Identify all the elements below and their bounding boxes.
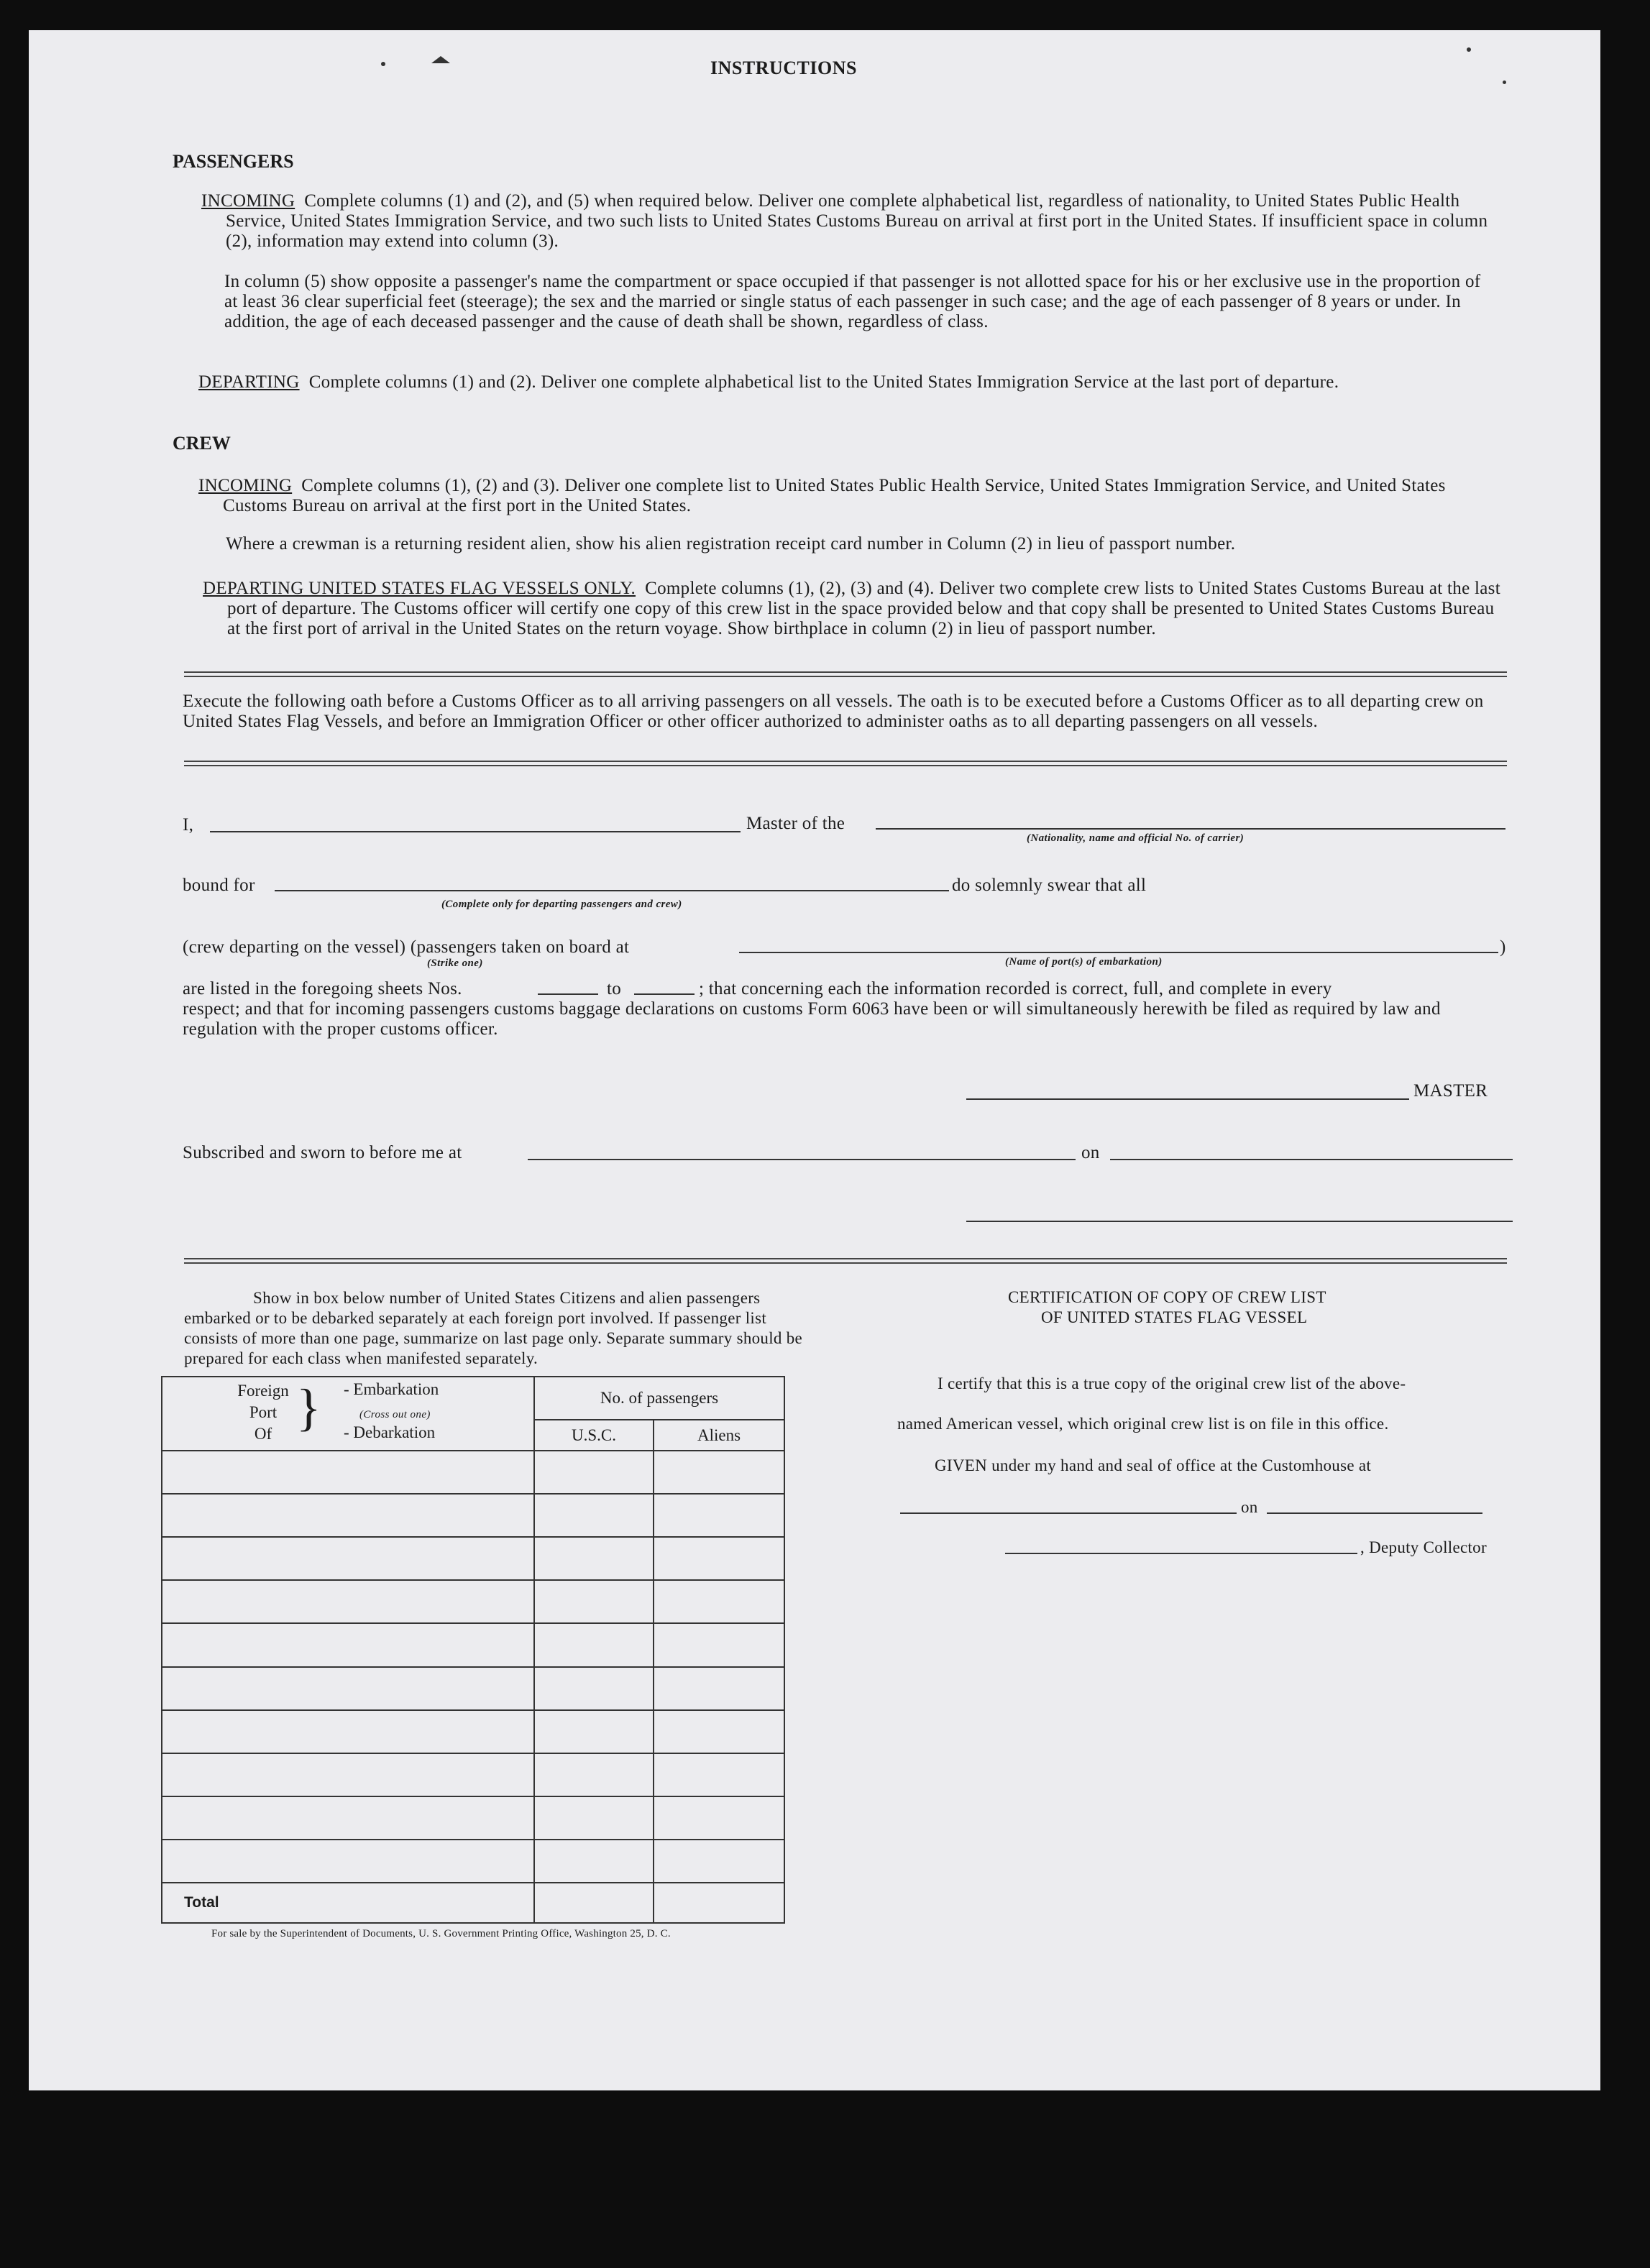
foreign-port-of-label xyxy=(234,1380,292,1445)
usc-cell[interactable] xyxy=(534,1580,654,1623)
passengers-incoming-paragraph xyxy=(201,191,1507,252)
master-of-the-label: Master of the xyxy=(746,814,845,833)
aliens-total-cell[interactable] xyxy=(654,1883,784,1923)
brace-icon: } xyxy=(296,1379,321,1436)
certification-on-label: on xyxy=(1241,1498,1258,1516)
listed-rest-text: respect; and that for incoming passengers customs baggage declarations on customs Form 6063 have been or will simultaneously herewith be filed as required by law and regulation with the proper customs officer. xyxy=(183,999,1441,1039)
usc-header: U.S.C. xyxy=(534,1420,654,1451)
scan-speck xyxy=(1503,81,1506,84)
scan-speck xyxy=(381,62,385,66)
aliens-cell[interactable] xyxy=(654,1580,784,1623)
crew-heading: CREW xyxy=(173,433,231,454)
usc-cell[interactable] xyxy=(534,1796,654,1840)
master-label: MASTER xyxy=(1413,1081,1488,1101)
table-row xyxy=(162,1710,784,1753)
subscribed-date-line[interactable] xyxy=(1110,1159,1513,1160)
port-cell[interactable] xyxy=(162,1796,534,1840)
passengers-incoming-text: Complete columns (1) and (2), and (5) when required below. Deliver one complete alphabetical list, regardless of nationality, to United States Public Health Service, United States Immigration Service, and two such lists to United States Customs Bureau on arrival at first port in the United States. If insufficient space in column (2), information may extend into column (3). xyxy=(226,191,1488,251)
sheet-to-line[interactable] xyxy=(634,993,695,995)
total-label: Total xyxy=(162,1883,534,1923)
usc-cell[interactable] xyxy=(534,1494,654,1537)
certification-line-2: named American vessel, which original crew list is on file in this office. xyxy=(897,1415,1389,1433)
foreign-label: Foreign xyxy=(237,1382,289,1400)
subscribed-label: Subscribed and sworn to before me at xyxy=(183,1143,462,1162)
table-row xyxy=(162,1580,784,1623)
usc-cell[interactable] xyxy=(534,1710,654,1753)
crew-incoming-label: INCOMING xyxy=(198,476,293,495)
aliens-cell[interactable] xyxy=(654,1494,784,1537)
aliens-cell[interactable] xyxy=(654,1753,784,1796)
passengers-column5-paragraph: In column (5) show opposite a passenger's name the compartment or space occupied if that passenger is not allotted space for his or her exclusive use in the proportion of at least 36 clear superficial feet (steerage); the sex and the married or single status of each passenger in such case; and the age of each passenger of 8 years or under. In addition, the age of each deceased passenger and the cause of death shall be shown, regardless of class. xyxy=(224,272,1481,331)
port-cell[interactable] xyxy=(162,1753,534,1796)
port-cell[interactable] xyxy=(162,1667,534,1710)
aliens-cell[interactable] xyxy=(654,1667,784,1710)
lower-divider xyxy=(184,1258,1507,1264)
aliens-cell[interactable] xyxy=(654,1451,784,1494)
table-row xyxy=(162,1796,784,1840)
customhouse-line[interactable] xyxy=(900,1512,1237,1514)
port-cell[interactable] xyxy=(162,1580,534,1623)
debarkation-label[interactable]: - Debarkation xyxy=(344,1423,436,1441)
crew-resident-paragraph: Where a crewman is a returning resident alien, show his alien registration receipt card number in Column (2) in lieu of passport number. xyxy=(226,534,1236,554)
passengers-departing-label: DEPARTING xyxy=(198,372,300,392)
table-row xyxy=(162,1840,784,1883)
carrier-line[interactable] xyxy=(876,828,1505,830)
aliens-cell[interactable] xyxy=(654,1537,784,1580)
gpo-footer: For sale by the Superintendent of Documents, U. S. Government Printing Office, Washington 25, D. C. xyxy=(211,1928,671,1939)
table-row xyxy=(162,1494,784,1537)
embarkation-ports-line[interactable] xyxy=(739,952,1498,953)
table-row xyxy=(162,1753,784,1796)
usc-cell[interactable] xyxy=(534,1537,654,1580)
total-row xyxy=(162,1883,784,1923)
passengers-departing-text: Complete columns (1) and (2). Deliver one complete alphabetical list to the United States Immigration Service at the last port of departure. xyxy=(308,372,1339,392)
ports-caption: (Name of port(s) of embarkation) xyxy=(1005,956,1163,968)
port-header-cell xyxy=(162,1377,534,1451)
table-row xyxy=(162,1537,784,1580)
deputy-collector-label: , Deputy Collector xyxy=(1360,1538,1487,1556)
port-cell[interactable] xyxy=(162,1537,534,1580)
aliens-cell[interactable] xyxy=(654,1840,784,1883)
oath-intro: Execute the following oath before a Customs Officer as to all arriving passengers on all vessels. The oath is to be executed before a Customs Officer as to all departing crew on United States Flag Vessels, and before an Immigration Officer or other officer authorized to administer oaths as to all departing passengers on all vessels. xyxy=(183,692,1484,731)
strike-one-caption: (Strike one) xyxy=(427,958,483,969)
aliens-cell[interactable] xyxy=(654,1710,784,1753)
aliens-cell[interactable] xyxy=(654,1796,784,1840)
deputy-signature-line[interactable] xyxy=(1005,1553,1357,1554)
port-cell[interactable] xyxy=(162,1623,534,1666)
sheet-from-line[interactable] xyxy=(538,993,598,995)
cross-out-label: (Cross out one) xyxy=(359,1409,431,1420)
certification-line-1: I certify that this is a true copy of the original crew list of the above- xyxy=(938,1374,1406,1392)
bound-for-line[interactable] xyxy=(275,890,949,891)
oath-i-label: I, xyxy=(183,815,194,835)
listed-sheets-text: are listed in the foregoing sheets Nos. xyxy=(183,979,462,998)
no-of-passengers-header: No. of passengers xyxy=(534,1377,784,1420)
crew-departing-option: (crew departing on the vessel) (passengers taken on board at xyxy=(183,937,630,957)
scan-mark xyxy=(431,56,450,63)
officer-signature-line[interactable] xyxy=(966,1221,1513,1222)
usc-cell[interactable] xyxy=(534,1623,654,1666)
subscribed-on-label: on xyxy=(1081,1143,1100,1162)
port-cell[interactable] xyxy=(162,1710,534,1753)
crew-departing-paragraph xyxy=(203,579,1507,639)
certification-title-2: OF UNITED STATES FLAG VESSEL xyxy=(1041,1308,1308,1326)
certification-date-line[interactable] xyxy=(1267,1512,1482,1514)
certification-line-3: GIVEN under my hand and seal of office at the Customhouse at xyxy=(935,1456,1372,1474)
table-row xyxy=(162,1451,784,1494)
summary-instructions: Show in box below number of United States Citizens and alien passengers embarked or to be debarked separately at each foreign port involved. If passenger list consists of more than one page, summarize on last page only. Separate summary should be prepared for each class when manifested separately. xyxy=(184,1289,803,1367)
aliens-header: Aliens xyxy=(654,1420,784,1451)
passenger-summary-table xyxy=(161,1376,785,1924)
crew-incoming-text: Complete columns (1), (2) and (3). Deliver one complete list to United States Public Health Service, United States Immigration Service, and United States Customs Bureau on arrival at the first port in the United States. xyxy=(223,476,1446,515)
crew-departing-text: Complete columns (1), (2), (3) and (4). Deliver two complete crew lists to United States Customs Bureau at the last port of departure. The Customs officer will certify one copy of this crew list in the space provided below and that copy shall be presented to United States Customs Bureau at the first port of arrival in the United States on the return voyage. Show birthplace in column (2) in lieu of passport number. xyxy=(227,579,1500,638)
passengers-incoming-label: INCOMING xyxy=(201,191,295,211)
port-cell[interactable] xyxy=(162,1451,534,1494)
usc-cell[interactable] xyxy=(534,1667,654,1710)
aliens-cell[interactable] xyxy=(654,1623,784,1666)
passengers-heading: PASSENGERS xyxy=(173,151,294,172)
bound-for-label: bound for xyxy=(183,876,255,895)
listed-to-label: to xyxy=(607,979,622,998)
passengers-departing-paragraph xyxy=(198,372,1507,392)
table-row xyxy=(162,1667,784,1710)
usc-cell[interactable] xyxy=(534,1840,654,1883)
crew-departing-label: DEPARTING UNITED STATES FLAG VESSELS ONLY. xyxy=(203,579,636,598)
port-cell[interactable] xyxy=(162,1840,534,1883)
master-name-line[interactable] xyxy=(210,831,741,832)
certification-title-1: CERTIFICATION OF COPY OF CREW LIST xyxy=(1008,1288,1326,1306)
subscribed-place-line[interactable] xyxy=(528,1159,1076,1160)
swear-text: do solemnly swear that all xyxy=(952,876,1147,895)
usc-total-cell[interactable] xyxy=(534,1883,654,1923)
listed-concerning-text: ; that concerning each the information recorded is correct, full, and complete in every xyxy=(699,979,1332,998)
bound-caption: (Complete only for departing passengers and crew) xyxy=(441,899,682,910)
page-title: INSTRUCTIONS xyxy=(710,58,857,78)
embarkation-label[interactable]: - Embarkation xyxy=(344,1380,439,1398)
section-divider xyxy=(184,671,1507,677)
of-label: Of xyxy=(254,1425,272,1443)
table-row xyxy=(162,1623,784,1666)
usc-cell[interactable] xyxy=(534,1451,654,1494)
port-cell[interactable] xyxy=(162,1494,534,1537)
nationality-caption: (Nationality, name and official No. of carrier) xyxy=(1027,832,1245,844)
crew-incoming-paragraph xyxy=(198,476,1507,516)
usc-cell[interactable] xyxy=(534,1753,654,1796)
close-paren: ) xyxy=(1500,937,1506,957)
scan-speck xyxy=(1467,47,1471,52)
oath-divider xyxy=(184,761,1507,766)
port-label: Port xyxy=(249,1403,278,1421)
master-signature-line[interactable] xyxy=(966,1098,1409,1100)
